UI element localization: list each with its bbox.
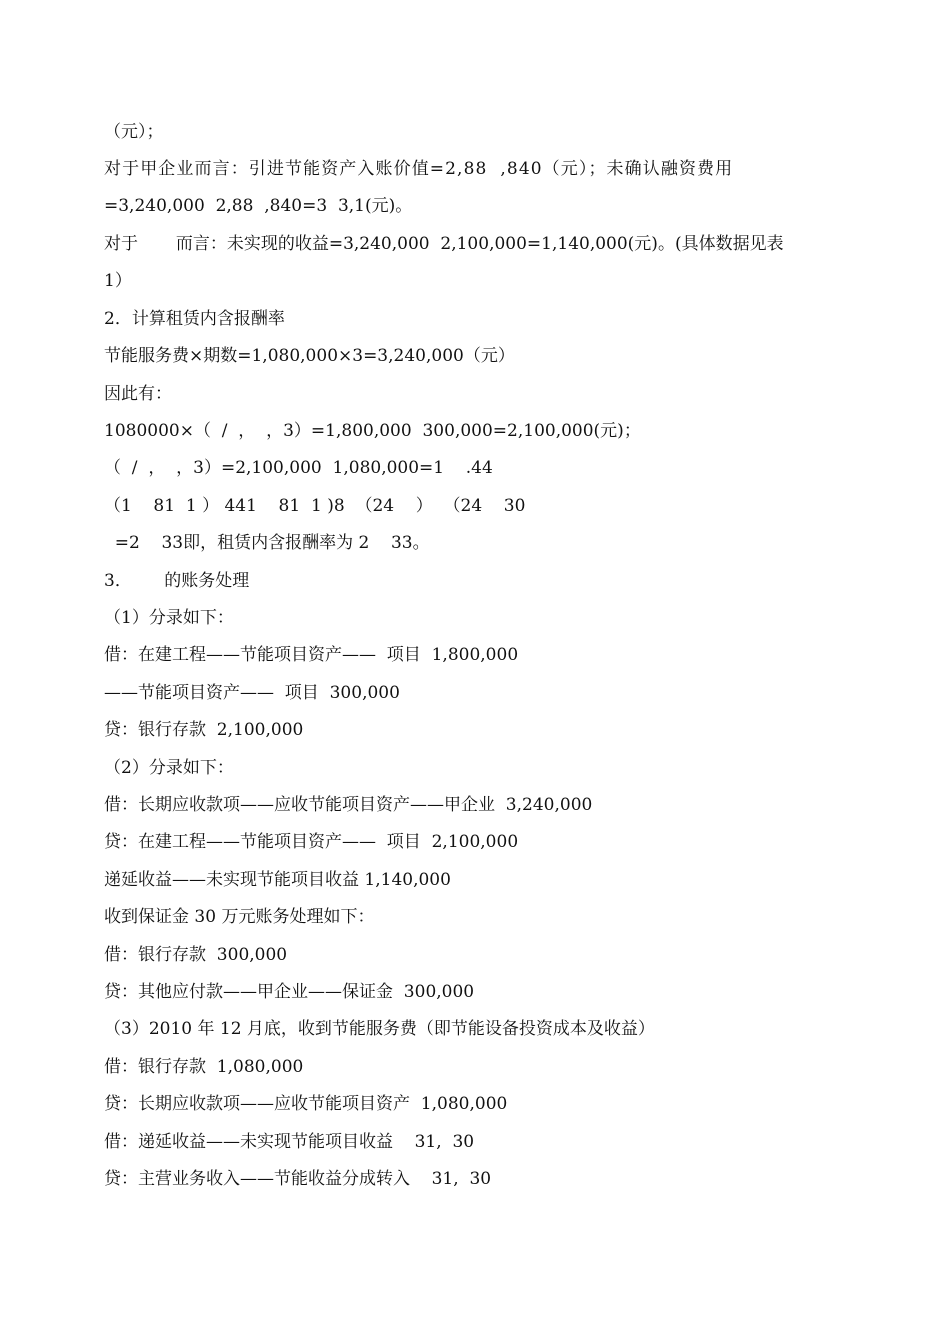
text-line: （ / ， ，3）=2,100,000 1,080,000=1 .44 xyxy=(104,458,493,478)
text-line: =2 33即，租赁内含报酬率为 2 33。 xyxy=(104,533,430,553)
journal-entry: 贷：长期应收款项——应收节能项目资产 1,080,000 xyxy=(104,1094,508,1114)
text-line: 节能服务费×期数=1,080,000×3=3,240,000（元） xyxy=(104,346,515,366)
text-line: （元）； xyxy=(104,122,164,142)
text-line: 1080000×（ / ， ，3）=1,800,000 300,000=2,100,000(元)； xyxy=(104,421,641,441)
text-line: 对于 而言：未实现的收益=3,240,000 2,100,000=1,140,000(元)。(具体数据见表 xyxy=(104,234,784,254)
journal-entry: 借：长期应收款项——应收节能项目资产——甲企业 3,240,000 xyxy=(104,795,593,815)
journal-entry: 递延收益——未实现节能项目收益 1,140,000 xyxy=(104,870,451,890)
text-line: 1） xyxy=(104,271,132,291)
journal-entry: 贷：在建工程——节能项目资产—— 项目 2,100,000 xyxy=(104,832,519,852)
journal-entry: 借：银行存款 1,080,000 xyxy=(104,1057,304,1077)
journal-entry: 贷：主营业务收入——节能收益分成转入 31, 30 xyxy=(104,1169,492,1189)
text-line: （1）分录如下： xyxy=(104,608,234,628)
section-heading: 2．计算租赁内含报酬率 xyxy=(104,309,285,329)
text-line: 收到保证金 30 万元账务处理如下： xyxy=(104,907,375,927)
journal-entry: 借：递延收益——未实现节能项目收益 31, 30 xyxy=(104,1132,475,1152)
journal-entry: 借：银行存款 300,000 xyxy=(104,945,288,965)
text-line: （1 81 1 ） 441 81 1 )8 （24 ） （24 30 xyxy=(104,496,526,516)
text-line: （3）2010 年 12 月底，收到节能服务费（即节能设备投资成本及收益） xyxy=(104,1019,655,1039)
journal-entry: 借：在建工程——节能项目资产—— 项目 1,800,000 xyxy=(104,645,519,665)
text-line: =3,240,000 2,88 ,840=3 3,1(元)。 xyxy=(104,196,413,216)
section-heading: 3． 的账务处理 xyxy=(104,571,250,591)
text-line: 对于甲企业而言：引进节能资产入账价值=2,88 ,840（元）；未确认融资费用 xyxy=(104,159,734,179)
journal-entry: 贷：银行存款 2,100,000 xyxy=(104,720,304,740)
text-line: 因此有： xyxy=(104,384,172,404)
journal-entry: ——节能项目资产—— 项目 300,000 xyxy=(104,683,400,703)
journal-entry: 贷：其他应付款——甲企业——保证金 300,000 xyxy=(104,982,475,1002)
text-line: （2）分录如下： xyxy=(104,758,234,778)
